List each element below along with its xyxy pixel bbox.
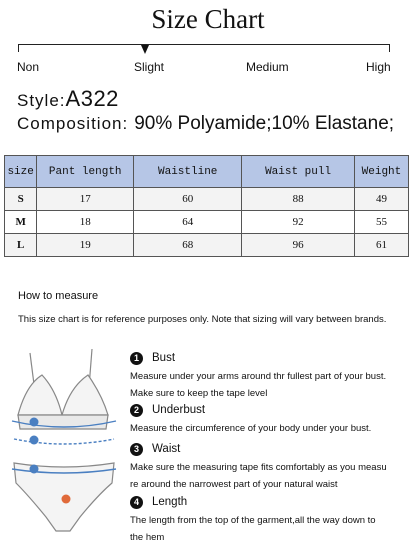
stretch-level-slight: Slight — [134, 60, 165, 74]
number-4-icon: 4 — [130, 496, 143, 509]
measure-item-length — [130, 494, 414, 546]
waist-marker-icon — [30, 465, 39, 474]
table-cell: 19 — [37, 234, 134, 257]
composition-value: 90% Polyamide;10% Elastane; — [134, 113, 395, 134]
measure-desc-line: Make sure to keep the tape level — [130, 388, 268, 399]
number-1-icon: 1 — [130, 352, 143, 365]
header-size: size — [5, 156, 37, 188]
table-cell: L — [5, 234, 37, 257]
table-cell: 64 — [134, 211, 242, 234]
table-cell: S — [5, 188, 37, 211]
composition-label: Composition: — [17, 114, 129, 133]
measure-title: Waist — [152, 443, 181, 455]
disclaimer-text: This size chart is for reference purposes only. Note that sizing will vary between brands. — [18, 314, 387, 325]
bikini-illustration — [8, 345, 120, 545]
table-cell: 49 — [354, 188, 408, 211]
table-row — [5, 211, 409, 234]
stretch-level-medium: Medium — [246, 60, 289, 74]
measure-title: Bust — [152, 352, 176, 364]
table-row — [5, 188, 409, 211]
length-marker-icon — [62, 495, 71, 504]
measure-title: Underbust — [152, 404, 206, 416]
table-cell: 17 — [37, 188, 134, 211]
underbust-marker-icon — [30, 436, 39, 445]
measure-item-waist — [130, 441, 414, 493]
header-weight: Weight — [354, 156, 408, 188]
measure-desc-line: Measure under your arms around thr fullest part of your bust. — [130, 371, 387, 382]
table-cell: 68 — [134, 234, 242, 257]
table-row — [5, 234, 409, 257]
style-code: A322 — [65, 86, 119, 111]
table-cell: 18 — [37, 211, 134, 234]
bust-marker-icon — [30, 418, 39, 427]
stretch-scale — [18, 44, 390, 53]
stretch-marker-icon — [141, 45, 149, 54]
header-waist-pull: Waist pull — [242, 156, 355, 188]
measure-desc-line: re around the narrowest part of your natural waist — [130, 479, 338, 490]
stretch-level-non: Non — [17, 60, 40, 74]
measure-title: Length — [152, 496, 188, 508]
header-waistline: Waistline — [134, 156, 242, 188]
page-title: Size Chart — [151, 4, 265, 34]
table-cell: 88 — [242, 188, 355, 211]
table-header-row — [5, 156, 409, 188]
table-cell: 92 — [242, 211, 355, 234]
number-2-icon: 2 — [130, 404, 143, 417]
stretch-level-high: High — [366, 60, 391, 74]
measure-desc-line: the hem — [130, 532, 165, 543]
table-cell: 96 — [242, 234, 355, 257]
table-cell: M — [5, 211, 37, 234]
measure-item-bust — [130, 350, 414, 402]
number-3-icon: 3 — [130, 443, 143, 456]
table-cell: 55 — [354, 211, 408, 234]
measure-desc-line: Make sure the measuring tape fits comfortably as you measu — [130, 462, 387, 473]
size-table — [4, 155, 409, 257]
measure-desc-line: Measure the circumference of your body under your bust. — [130, 423, 372, 434]
table-cell: 61 — [354, 234, 408, 257]
composition-line — [17, 113, 394, 135]
measure-item-underbust — [130, 402, 414, 437]
style-label: Style: — [17, 91, 66, 110]
header-pant-length: Pant length — [37, 156, 134, 188]
table-cell: 60 — [134, 188, 242, 211]
style-line — [17, 86, 119, 112]
how-to-measure-title: How to measure — [18, 290, 99, 302]
measure-desc-line: The length from the top of the garment,all the way down to — [130, 515, 376, 526]
